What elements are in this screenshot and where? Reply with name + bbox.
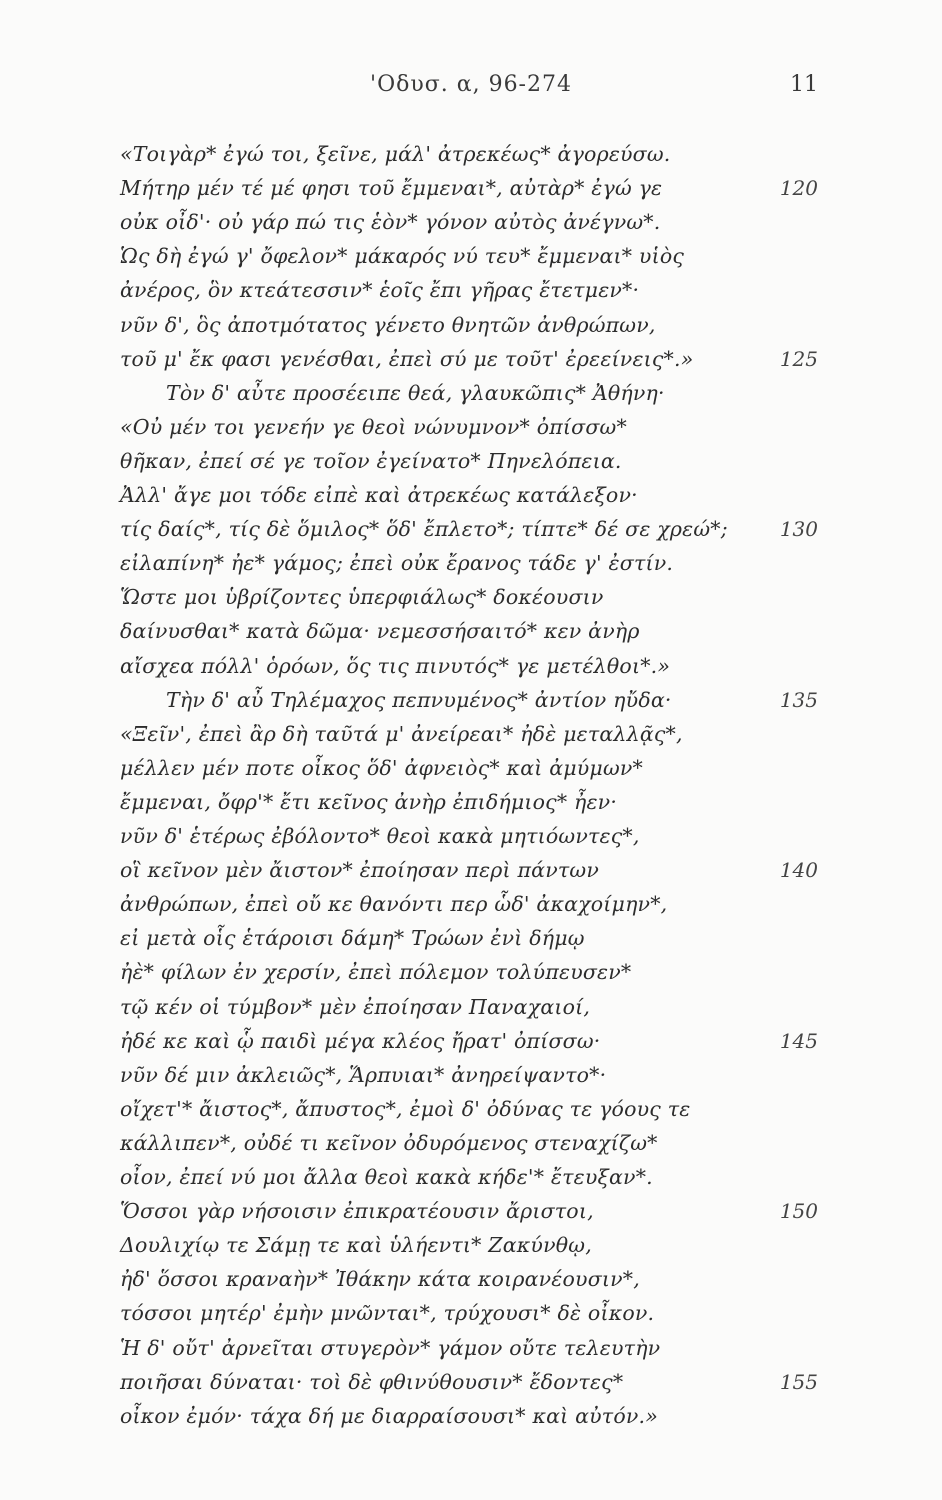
verse-text: Ὡς δὴ ἐγώ γ' ὄφελον* μάκαρός νύ τευ* ἔμμεναι* υἱὸς xyxy=(120,244,685,269)
verse-text: κάλλιπεν*, οὐδέ τι κεῖνον ὀδυρόμενος στεναχίζω* xyxy=(120,1130,658,1155)
verse-line xyxy=(0,551,942,585)
verse-line xyxy=(0,1370,942,1404)
line-number: 140 xyxy=(779,858,818,883)
verse-line xyxy=(0,1404,942,1438)
verse-line xyxy=(0,449,942,483)
verse-line xyxy=(0,1267,942,1301)
verse-line xyxy=(0,210,942,244)
verse-text: μέλλεν μέν ποτε οἶκος ὅδ' ἀφνειὸς* καὶ ἀμύμων* xyxy=(120,755,643,780)
verse-text: τοῦ μ' ἔκ φασι γενέσθαι, ἐπεὶ σύ με τοῦτ' ἐρεείνεις*.» xyxy=(120,346,694,371)
verse-line xyxy=(0,1029,942,1063)
line-number: 155 xyxy=(779,1369,818,1394)
verse-text: «Οὐ μέν τοι γενεήν γε θεοὶ νώνυμνον* ὀπίσσω* xyxy=(120,414,627,439)
verse-text: θῆκαν, ἐπεί σέ γε τοῖον ἐγείνατο* Πηνελόπεια. xyxy=(120,448,622,473)
page-number: 11 xyxy=(790,72,818,97)
verse-text: οἶκον ἐμόν· τάχα δή με διαρραίσουσι* καὶ αὐτόν.» xyxy=(120,1403,659,1428)
verse-line xyxy=(0,995,942,1029)
verse-text: ἠδέ κε καὶ ᾧ παιδὶ μέγα κλέος ἤρατ' ὀπίσσω· xyxy=(120,1028,601,1053)
verse-text: δαίνυσθαι* κατὰ δῶμα· νεμεσσήσαιτό* κεν ἀνὴρ xyxy=(120,619,640,644)
verse-text: νῦν δέ μιν ἀκλειῶς*, Ἅρπυιαι* ἀνηρείψαντο*· xyxy=(120,1062,607,1087)
verse-text: εἰ μετὰ οἷς ἑτάροισι δάμη* Τρώων ἐνὶ δήμῳ xyxy=(120,926,585,951)
verse-text: ἀνέρος, ὃν κτεάτεσσιν* ἑοῖς ἔπι γῆρας ἔτετμεν*· xyxy=(120,278,640,303)
verse-text: Ὅσσοι γὰρ νήσοισιν ἐπικρατέουσιν ἄριστοι, xyxy=(120,1199,594,1224)
verse-text: οὐκ οἶδ'· οὐ γάρ πώ τις ἑὸν* γόνον αὐτὸς ἀνέγνω*. xyxy=(120,210,661,235)
verse-text: «Τοιγὰρ* ἐγώ τοι, ξεῖνε, μάλ' ἀτρεκέως* ἀγορεύσω. xyxy=(120,142,671,166)
verse-text: Ὥστε μοι ὑβρίζοντες ὑπερφιάλως* δοκέουσιν xyxy=(120,585,604,610)
verse-line xyxy=(0,517,942,551)
verse-text: Δουλιχίῳ τε Σάμῃ τε καὶ ὑλήεντι* Ζακύνθῳ, xyxy=(120,1233,592,1258)
verse-text: οἳ κεῖνον μὲν ἄιστον* ἐποίησαν περὶ πάντων xyxy=(120,858,599,883)
verse-line xyxy=(0,244,942,278)
verse-text: Τὸν δ' αὖτε προσέειπε θεά, γλαυκῶπις* Ἀθήνη· xyxy=(166,380,665,405)
verse-line xyxy=(0,892,942,926)
verse-text: οἶον, ἐπεί νύ μοι ἄλλα θεοὶ κακὰ κήδε'* ἔτευξαν*. xyxy=(120,1165,653,1189)
verse-line xyxy=(0,1131,942,1165)
line-number: 120 xyxy=(779,176,818,201)
verse-line xyxy=(0,1165,942,1199)
verse-line xyxy=(0,619,942,653)
verse-line xyxy=(0,858,942,892)
verse-line xyxy=(0,1336,942,1370)
verse-line xyxy=(0,313,942,347)
verse-line xyxy=(0,278,942,312)
verse-line xyxy=(0,654,942,688)
verse-line xyxy=(0,1233,942,1267)
verse-line xyxy=(0,1199,942,1233)
verse-line xyxy=(0,688,942,722)
line-number: 135 xyxy=(779,687,818,712)
verse-text: νῦν δ' ἑτέρως ἐβόλοντο* θεοὶ κακὰ μητιόωντες*, xyxy=(120,824,640,848)
verse-line xyxy=(0,483,942,517)
verse-text: ἔμμεναι, ὄφρ'* ἔτι κεῖνος ἀνὴρ ἐπιδήμιος* ἦεν· xyxy=(120,789,618,814)
verse-text: νῦν δ', ὃς ἀποτμότατος γένετο θνητῶν ἀνθρώπων, xyxy=(120,312,656,337)
verse-line xyxy=(0,347,942,381)
verse-line xyxy=(0,1063,942,1097)
verse-text: Τὴν δ' αὖ Τηλέμαχος πεπνυμένος* ἀντίον ηὔδα· xyxy=(166,687,672,712)
verse-line xyxy=(0,960,942,994)
verse-line xyxy=(0,1301,942,1335)
verse-line xyxy=(0,142,942,176)
verse-text: ἠδ' ὅσσοι κραναὴν* Ἰθάκην κάτα κοιρανέουσιν*, xyxy=(120,1267,640,1292)
verse-text: τῷ κέν οἱ τύμβον* μὲν ἐποίησαν Παναχαιοί, xyxy=(120,994,591,1019)
line-number: 130 xyxy=(779,517,818,542)
verse-text: εἰλαπίνη* ἠε* γάμος; ἐπεὶ οὐκ ἔρανος τάδε γ' ἐστίν. xyxy=(120,551,674,576)
verse-line xyxy=(0,415,942,449)
verse-text: Μήτηρ μέν τέ μέ φησι τοῦ ἔμμεναι*, αὐτὰρ* ἐγώ γε xyxy=(120,176,663,201)
verse-text: τόσσοι μητέρ' ἐμὴν μνῶνται*, τρύχουσι* δὲ οἶκον. xyxy=(120,1301,655,1326)
verse-line xyxy=(0,756,942,790)
verse-text: «Ξεῖν', ἐπεὶ ἂρ δὴ ταῦτά μ' ἀνείρεαι* ἠδὲ μεταλλᾷς*, xyxy=(120,721,683,746)
verse-text: οἴχετ'* ἄιστος*, ἄπυστος*, ἐμοὶ δ' ὀδύνας τε γόους τε xyxy=(120,1096,691,1121)
verse-text: ἀνθρώπων, ἐπεὶ οὔ κε θανόντι περ ὧδ' ἀκαχοίμην*, xyxy=(120,892,668,917)
line-number: 150 xyxy=(779,1199,818,1224)
running-title: 'Οδυσ. α, 96-274 xyxy=(370,72,572,97)
line-number: 125 xyxy=(779,346,818,371)
line-number: 145 xyxy=(779,1028,818,1053)
verse-text: ἠὲ* φίλων ἐν χερσίν, ἐπεὶ πόλεμον τολύπευσεν* xyxy=(120,960,632,985)
verse-line xyxy=(0,722,942,756)
verse-line xyxy=(0,790,942,824)
verse-line xyxy=(0,1097,942,1131)
verse-line xyxy=(0,381,942,415)
verse-line xyxy=(0,585,942,619)
verse-line xyxy=(0,926,942,960)
verse-line xyxy=(0,176,942,210)
verse-line xyxy=(0,824,942,858)
verse-text: αἴσχεα πόλλ' ὁρόων, ὅς τις πινυτός* γε μετέλθοι*.» xyxy=(120,653,671,678)
verse-text: Ἡ δ' οὔτ' ἀρνεῖται στυγερὸν* γάμον οὔτε τελευτὴν xyxy=(120,1335,661,1360)
verse-text: Ἀλλ' ἄγε μοι τόδε εἰπὲ καὶ ἀτρεκέως κατάλεξον· xyxy=(120,483,638,507)
verse-text: τίς δαίς*, τίς δὲ ὅμιλος* ὅδ' ἔπλετο*; τίπτε* δέ σε χρεώ*; xyxy=(120,517,728,542)
verse-text: ποιῆσαι δύναται· τοὶ δὲ φθινύθουσιν* ἔδοντες* xyxy=(120,1369,624,1394)
